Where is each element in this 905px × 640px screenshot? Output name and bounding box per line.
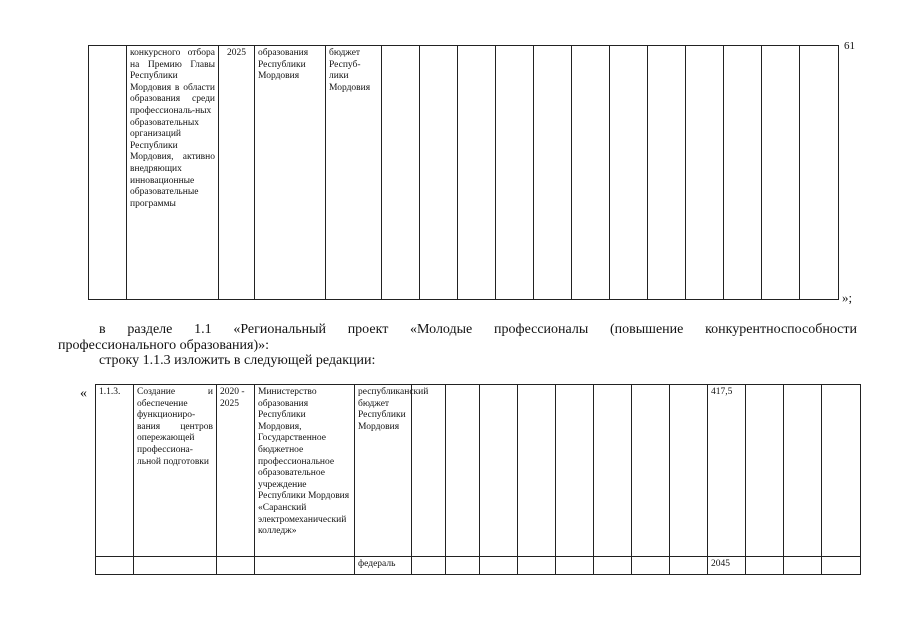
- table-row: [96, 385, 861, 557]
- table-cell-empty: [632, 385, 670, 557]
- table-cell-empty: [255, 557, 355, 575]
- closing-quote: »;: [842, 290, 853, 305]
- table-cell-empty: [648, 46, 686, 300]
- paragraph-section-ref-cont: профессионального образования)»:: [58, 338, 270, 353]
- page-number: 61: [844, 40, 855, 52]
- table-cell-empty: [412, 385, 446, 557]
- measure-years-text: 2020 - 2025: [220, 387, 245, 409]
- table-cell-years: [217, 385, 255, 557]
- table-cell-source: [355, 557, 412, 575]
- table-cell-empty: [556, 385, 594, 557]
- table-cell-empty: [412, 557, 446, 575]
- table-cell-empty: [822, 385, 861, 557]
- table-cell-name: [127, 46, 219, 300]
- table-cell-empty: [632, 557, 670, 575]
- table-cell-empty: [446, 557, 480, 575]
- table-cell-name: [134, 385, 217, 557]
- table-cell-value: [708, 557, 746, 575]
- table-cell-empty: [822, 557, 861, 575]
- federal-value-text: 2045: [711, 559, 730, 569]
- table-row: [89, 46, 839, 300]
- table-cell-empty: [496, 46, 534, 300]
- table-cell-empty: [134, 557, 217, 575]
- table-cell-empty: [670, 385, 708, 557]
- table-cell-empty: [784, 557, 822, 575]
- table-cell-empty: [382, 46, 420, 300]
- table-cell-empty: [670, 557, 708, 575]
- table-cell-number: [96, 385, 134, 557]
- opening-quote: «: [80, 386, 87, 401]
- table-cell-empty: [686, 46, 724, 300]
- table-cell-year: [219, 46, 255, 300]
- funding-source-text: федераль: [358, 559, 396, 569]
- table-cell-empty: [784, 385, 822, 557]
- table-cell-number: [89, 46, 127, 300]
- executor-text: образования Республики Мордовия: [258, 48, 309, 82]
- table-cell-empty: [534, 46, 572, 300]
- paragraph-instruction: строку 1.1.3 изложить в следующей редакции:: [99, 353, 376, 368]
- table-cell-empty: [594, 385, 632, 557]
- table-cell-source: [355, 385, 429, 557]
- table-cell-source: [326, 46, 382, 300]
- table-row-113: [95, 384, 861, 575]
- table-cell-empty: [594, 557, 632, 575]
- table-cell-empty: [480, 557, 518, 575]
- measure-year-text: 2025: [227, 48, 246, 58]
- table-cell-empty: [480, 385, 518, 557]
- table-cell-empty: [572, 46, 610, 300]
- funding-source-text: республиканский бюджет Республики Мордовия: [358, 387, 429, 432]
- funding-source-text: бюджет Респуб-лики Мордовия: [329, 48, 371, 93]
- table-cell-empty: [724, 46, 762, 300]
- table-cell-empty: [800, 46, 839, 300]
- table-cell-empty: [746, 385, 784, 557]
- table-cell-empty: [610, 46, 648, 300]
- table-cell-executor: [255, 385, 355, 557]
- table-row: [96, 557, 861, 575]
- measure-name-text: конкурсного отбора на Премию Главы Республики Мордовия в области образования среди профессиональ-ных образовательных организаций Республики Мордовия, активно внедряющих инновационные образовательные программы: [130, 48, 215, 209]
- table-cell-empty: [762, 46, 800, 300]
- table-cell-empty: [518, 557, 556, 575]
- paragraph-section-ref: в разделе 1.1 «Региональный проект «Молодые профессионалы (повышение конкурентноспособности: [99, 322, 857, 337]
- executor-text: Министерство образования Республики Мордовия, Государственное бюджетное профессиональное образовательное учреждение Республики Мордовия «Саранский электромеханический колледж»: [258, 387, 350, 537]
- table-cell-empty: [746, 557, 784, 575]
- table-cell-empty: [420, 46, 458, 300]
- table-cell-empty: [217, 557, 255, 575]
- measure-number-text: 1.1.3.: [99, 387, 121, 397]
- measure-name-text: Создание и обеспечение функциониро-вания центров опережающей профессиона-льной подготовки: [137, 387, 213, 467]
- table-cell-empty: [446, 385, 480, 557]
- table-cell-empty: [518, 385, 556, 557]
- table-cell-executor: [255, 46, 326, 300]
- table-cell-value: [708, 385, 746, 557]
- table-cell-empty: [556, 557, 594, 575]
- regional-value-text: 417,5: [711, 387, 733, 397]
- table-cell-empty: [96, 557, 134, 575]
- table-continuation: [88, 45, 839, 300]
- table-cell-empty: [458, 46, 496, 300]
